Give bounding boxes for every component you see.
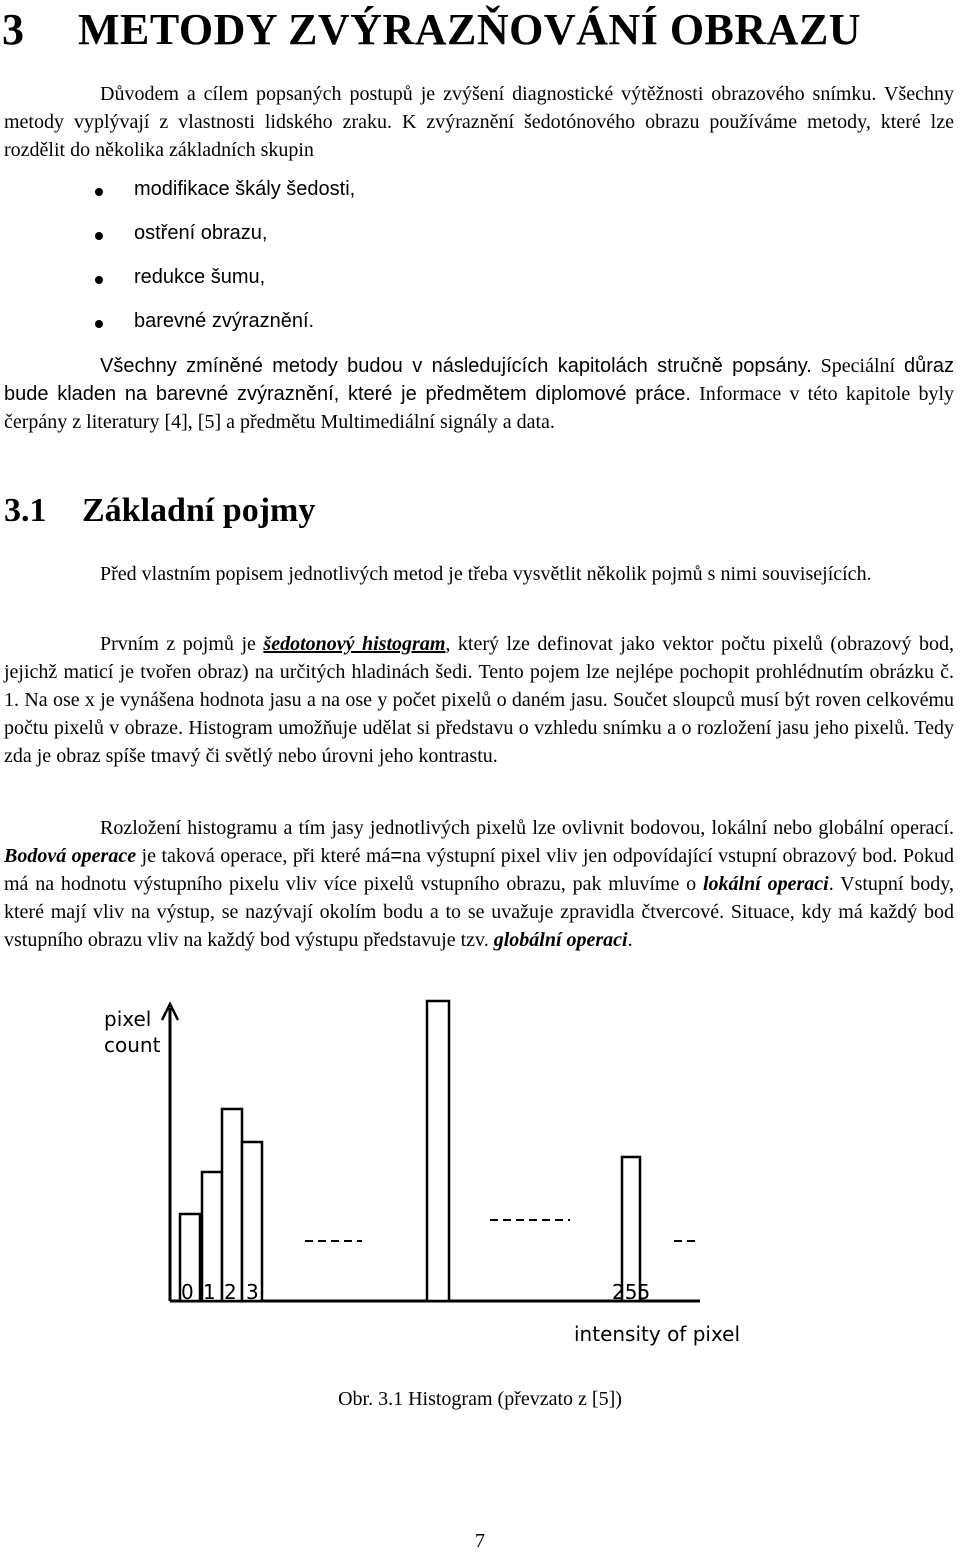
chapter-title — [2, 4, 861, 55]
x-tick-label: 255 — [612, 1280, 651, 1304]
x-tick-label: 1 — [203, 1280, 216, 1304]
x-tick-label: 3 — [246, 1280, 259, 1304]
figure-caption: Obr. 3.1 Histogram (převzato z [5]) — [338, 1388, 622, 1410]
intro-text: Důvodem a cílem popsaných postupů je zvýšení diagnostické výtěžnosti obrazového snímku. Všechny metody vyplývají z vlastnosti lidského zraku. K zvýraznění šedotónového obrazu používáme metody, které lze rozdělit do několika základních skupin — [4, 83, 954, 161]
histogram-bar — [427, 1001, 449, 1301]
x-tick-label: 0 — [181, 1280, 194, 1304]
list-item: modifikace škály šedosti, — [0, 180, 600, 224]
bullet-icon — [95, 188, 103, 196]
histogram-figure — [100, 996, 740, 1356]
x-tick-label: 2 — [224, 1280, 237, 1304]
x-axis-label: intensity of pixel — [574, 1322, 740, 1346]
list-item: barevné zvýraznění. — [0, 312, 600, 356]
term-histogram: šedotonový histogram — [263, 633, 446, 655]
bullet-icon — [95, 320, 103, 328]
section-paragraph-1: Před vlastním popisem jednotlivých metod je třeba vysvětlit několik pojmů s nimi souvisejících. — [100, 563, 872, 585]
chapter-number: 3 — [2, 5, 25, 54]
method-list — [0, 180, 600, 356]
section-number: 3.1 — [4, 492, 47, 529]
section-title — [4, 492, 315, 530]
bullet-icon — [95, 232, 103, 240]
page-number: 7 — [475, 1530, 485, 1552]
histogram-bar — [242, 1142, 262, 1301]
chapter-title-text: METODY ZVÝRAZŇOVÁNÍ OBRAZU — [78, 5, 862, 54]
list-item: ostření obrazu, — [0, 224, 600, 268]
term-global-operation: globální operaci — [493, 929, 628, 951]
operations-paragraph: Rozložení histogramu a tím jasy jednotlivých pixelů lze ovlivnit bodovou, lokální nebo globální operací. Bodová operace je taková operace, při které má=na výstupní pixel vliv jen odpovídající vstupní obrazový bod. Pokud má na hodnotu výstupního pixelu vliv více pixelů vstupního obrazu, pak mluvíme o lokální operaci. Vstupní body, které mají vliv na výstup, se nazývají okolím bodu a to se uvažuje zpravidla čtvercové. Situace, kdy má každý bod vstupního obrazu vliv na každý bod výstupu představuje tzv. globální operaci. — [4, 817, 954, 951]
term-local-operation: lokální operaci — [702, 873, 829, 895]
histogram-chart — [100, 996, 740, 1356]
list-item: redukce šumu, — [0, 268, 600, 312]
bullet-icon — [95, 276, 103, 284]
histogram-paragraph: Prvním z pojmů je šedotonový histogram, který lze definovat jako vektor počtu pixelů (obrazový bod, jejichž maticí je tvořen obraz) na určitých hladinách šedi. Tento pojem lze nejlépe pochopit prohlédnutím obrázku č. 1. Na ose x je vynášena hodnota jasu a na ose y počet pixelů o daném jasu. Součet sloupců musí být roven celkovému počtu pixelů v obraze. Histogram umožňuje udělat si představu o vzhledu snímku a o rozložení jasu jeho pixelů. Tedy zda je obraz spíše tmavý či světlý nebo úrovni jeho kontrastu. — [4, 633, 955, 767]
y-axis-label-line1: pixel — [104, 1007, 152, 1031]
section-title-text: Základní pojmy — [82, 492, 316, 529]
histogram-bar — [222, 1109, 242, 1301]
term-point-operation: Bodová operace — [4, 845, 137, 867]
y-axis-label-line2: count — [104, 1033, 161, 1057]
summary-paragraph: Všechny zmíněné metody budou v následujících kapitolách stručně popsány. Speciální důraz bude kladen na barevné zvýraznění, které je předmětem diplomové práce. Informace v této kapitole byly čerpány z literatury [4], [5] a předmětu Multimediální signály a data. — [4, 355, 955, 433]
intro-paragraph — [4, 80, 954, 164]
